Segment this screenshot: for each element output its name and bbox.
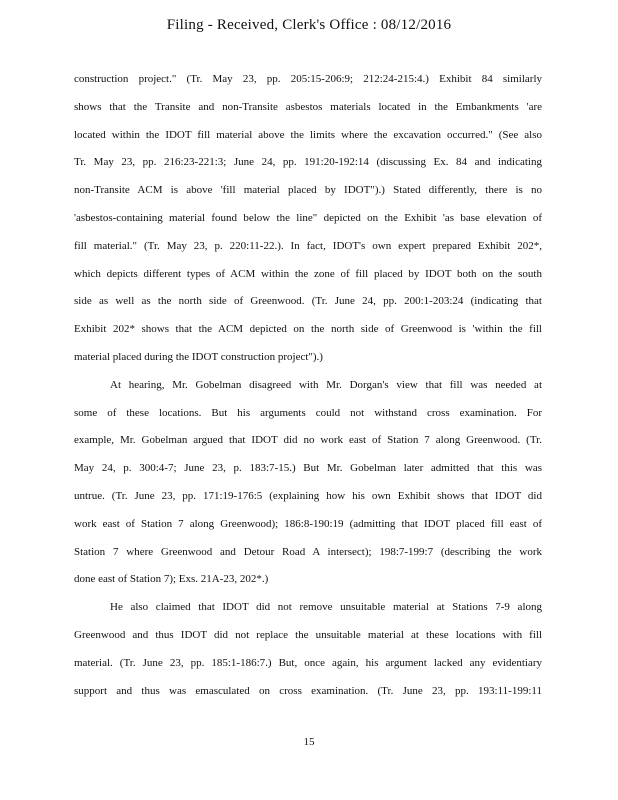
text-line: which depicts different types of ACM within the zone of fill placed by IDOT both on the south bbox=[74, 267, 542, 280]
text-line: side as well as the north side of Greenwood. (Tr. June 24, pp. 200:1-203:24 (indicating that bbox=[74, 295, 542, 308]
text-line: work east of Station 7 along Greenwood); 186:8-190:19 (admitting that IDOT placed fill east of bbox=[74, 517, 542, 530]
text-line: located within the IDOT fill material above the limits where the excavation occurred." (See also bbox=[74, 128, 542, 141]
text-line: example, Mr. Gobelman argued that IDOT did no work east of Station 7 along Greenwood. (Tr. bbox=[74, 434, 542, 447]
text-line: fill material." (Tr. May 23, p. 220:11-22.). In fact, IDOT's own expert prepared Exhibit 202*, bbox=[74, 239, 542, 252]
text-line: Greenwood and thus IDOT did not replace the unsuitable material at these locations with fill bbox=[74, 628, 542, 641]
text-line: some of these locations. But his arguments could not withstand cross examination. For bbox=[74, 406, 542, 419]
text-line: Station 7 where Greenwood and Detour Road A intersect); 198:7-199:7 (describing the work bbox=[74, 545, 542, 558]
text-line: done east of Station 7); Exs. 21A-23, 202*.) bbox=[74, 573, 269, 586]
text-line: material placed during the IDOT construction project").) bbox=[74, 350, 323, 363]
text-line: May 24, p. 300:4-7; June 23, p. 183:7-15.) But Mr. Gobelman later admitted that this was bbox=[74, 462, 542, 475]
text-line: support and thus was emasculated on cross examination. (Tr. June 23, pp. 193:11-199:11 bbox=[74, 684, 542, 697]
paragraph bbox=[74, 68, 542, 374]
text-line: He also claimed that IDOT did not remove unsuitable material at Stations 7-9 along bbox=[110, 601, 542, 614]
text-line: construction project." (Tr. May 23, pp. 205:15-206:9; 212:24-215:4.) Exhibit 84 similarly bbox=[74, 73, 542, 85]
paragraph bbox=[74, 374, 542, 596]
text-line: Exhibit 202* shows that the ACM depicted on the north side of Greenwood is 'within the fill bbox=[74, 323, 542, 336]
text-line: shows that the Transite and non-Transite asbestos materials located in the Embankments 'are bbox=[74, 100, 542, 113]
text-line: Tr. May 23, pp. 216:23-221:3; June 24, pp. 191:20-192:14 (discussing Ex. 84 and indicating bbox=[74, 156, 542, 169]
document-body bbox=[74, 68, 542, 707]
text-line: At hearing, Mr. Gobelman disagreed with Mr. Dorgan's view that fill was needed at bbox=[110, 378, 542, 391]
text-line: non-Transite ACM is above 'fill material placed by IDOT").) Stated differently, there is no bbox=[74, 184, 542, 197]
paragraph bbox=[74, 596, 542, 707]
text-line: material. (Tr. June 23, pp. 185:1-186:7.) But, once again, his argument lacked any evidentiary bbox=[74, 656, 542, 669]
page-number: 15 bbox=[303, 736, 315, 748]
text-line: untrue. (Tr. June 23, pp. 171:19-176:5 (explaining how his own Exhibit shows that IDOT did bbox=[74, 489, 542, 502]
filing-header: Filing - Received, Clerk's Office : 08/12/2016 bbox=[166, 17, 452, 33]
text-line: 'asbestos-containing material found below the line" depicted on the Exhibit 'as base elevation of bbox=[74, 211, 542, 224]
